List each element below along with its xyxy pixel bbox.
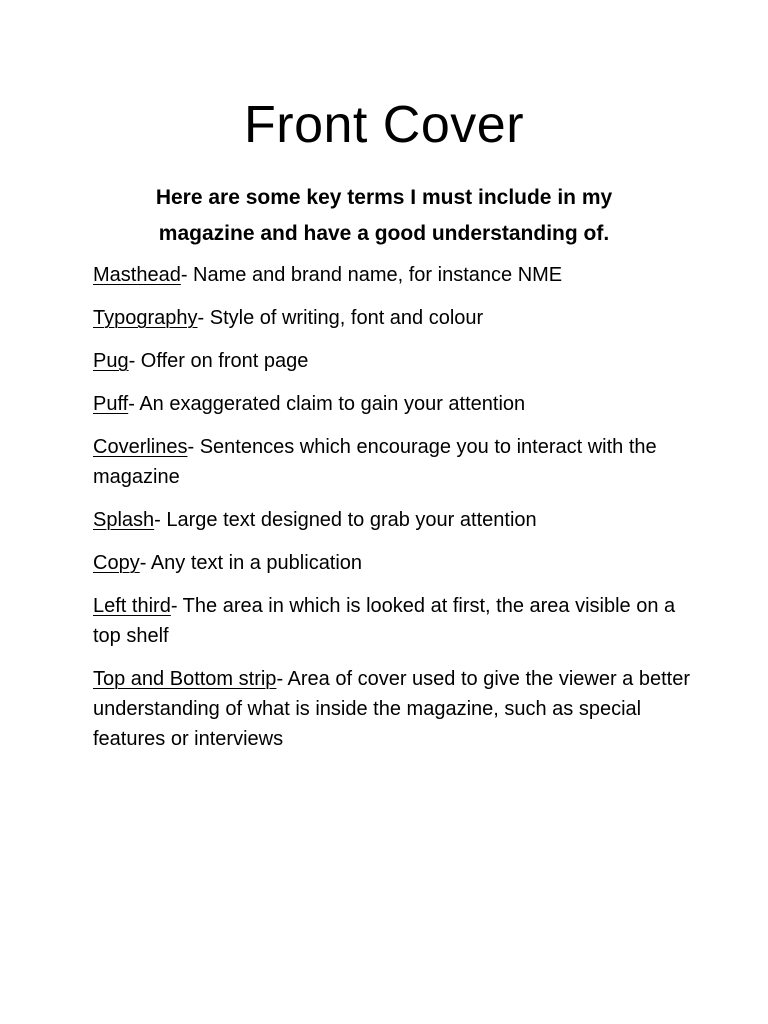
term-name: Pug: [93, 350, 129, 372]
term-definition: - Large text designed to grab your attention: [154, 509, 537, 531]
term-definition: - Any text in a publication: [139, 552, 363, 574]
term-definition: - The area in which is looked at first, the area visible on a top shelf: [93, 595, 676, 647]
term-item: [93, 346, 693, 376]
term-item: [93, 260, 693, 290]
term-name: Left third: [93, 595, 171, 617]
term-definition: - Style of writing, font and colour: [197, 307, 484, 329]
term-name: Copy: [93, 552, 140, 574]
key-terms-list: [93, 260, 693, 767]
term-definition: - Offer on front page: [128, 350, 309, 372]
term-definition: - Area of cover used to give the viewer a better understanding of what is inside the magazine, such as special features or interviews: [93, 668, 690, 750]
page-title: Front Cover: [243, 96, 525, 154]
term-definition: - Name and brand name, for instance NME: [180, 264, 563, 286]
term-name: Coverlines: [93, 436, 188, 458]
term-definition: - An exaggerated claim to gain your attention: [128, 393, 526, 415]
term-item: [93, 548, 693, 578]
term-item: [93, 303, 693, 333]
term-name: Top and Bottom strip: [93, 668, 277, 690]
term-name: Splash: [93, 509, 155, 531]
intro-paragraph: Here are some key terms I must include in my magazine and have a good understanding of.: [155, 186, 613, 245]
term-item: [93, 664, 693, 754]
term-name: Masthead: [93, 264, 181, 286]
term-item: [93, 432, 693, 492]
term-item: [93, 591, 693, 651]
term-definition: - Sentences which encourage you to interact with the magazine: [93, 436, 657, 488]
term-name: Puff: [93, 393, 129, 415]
term-item: [93, 389, 693, 419]
term-item: [93, 505, 693, 535]
term-name: Typography: [93, 307, 198, 329]
